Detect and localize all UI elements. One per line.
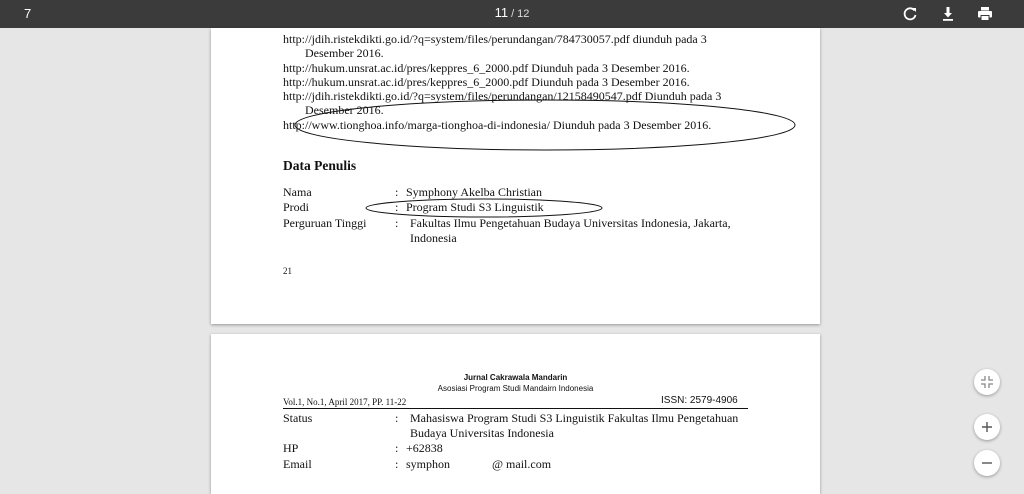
journal-issn: ISSN: 2579-4906 <box>661 395 738 406</box>
zoom-out-icon <box>980 456 994 470</box>
page-indicator <box>0 5 1024 20</box>
field-label: Perguruan Tinggi <box>283 216 367 230</box>
field-value-domain: @ mail.com <box>492 457 552 471</box>
field-value: Fakultas Ilmu Pengetahuan Budaya Universitas Indonesia, Jakarta, <box>410 216 731 230</box>
field-value: Symphony Akelba Christian <box>406 185 542 199</box>
hand-drawn-annotations <box>211 28 820 324</box>
download-icon <box>938 4 958 24</box>
fit-page-button[interactable] <box>974 369 1000 395</box>
field-colon: : <box>395 200 399 214</box>
field-value: symphon <box>406 457 451 471</box>
print-icon <box>975 4 995 24</box>
reference-line: http://hukum.unsrat.ac.id/pres/keppres_6_2000.pdf Diunduh pada 3 Desember 2016. <box>283 75 690 89</box>
pdf-page-12 <box>211 334 820 494</box>
reference-line: http://jdih.ristekdikti.go.id/?q=system/files/perundangan/784730057.pdf diunduh pada 3 <box>283 32 707 46</box>
journal-volume: Vol.1, No.1, April 2017, PP. 11-22 <box>283 397 407 407</box>
field-label: Email <box>283 457 312 471</box>
field-value-continued: Budaya Universitas Indonesia <box>410 426 554 440</box>
fit-page-icon <box>980 375 994 389</box>
page-number: 21 <box>283 266 292 276</box>
field-colon: : <box>395 411 399 425</box>
zoom-out-button[interactable] <box>974 450 1000 476</box>
field-colon: : <box>395 441 399 455</box>
field-colon: : <box>395 216 399 230</box>
print-button[interactable] <box>975 4 995 24</box>
reference-line: Desember 2016. <box>305 46 384 60</box>
field-label: Nama <box>283 185 312 199</box>
field-label: Status <box>283 411 313 425</box>
reference-line: Desember 2016. <box>305 103 384 117</box>
section-heading: Data Penulis <box>283 158 357 173</box>
header-rule <box>283 408 748 409</box>
field-colon: : <box>395 185 399 199</box>
toolbar-left-number: 7 <box>24 6 32 21</box>
page-separator: / <box>511 8 515 20</box>
current-page-number[interactable]: 11 <box>494 5 509 20</box>
journal-subtitle: Asosiasi Program Studi Mandairn Indonesia <box>437 384 594 393</box>
annotation-ellipse-url <box>295 100 795 150</box>
total-pages: 12 <box>517 8 530 20</box>
zoom-in-button[interactable] <box>974 414 1000 440</box>
rotate-button[interactable] <box>900 4 920 24</box>
field-colon: : <box>395 457 399 471</box>
field-value: +62838 <box>406 441 443 455</box>
field-label: HP <box>283 441 299 455</box>
zoom-in-icon <box>980 420 994 434</box>
rotate-icon <box>900 4 920 24</box>
pdf-page-11 <box>211 28 820 324</box>
field-value: Program Studi S3 Linguistik <box>406 200 544 214</box>
field-value-continued: Indonesia <box>410 231 457 245</box>
field-label: Prodi <box>283 200 310 214</box>
journal-title: Jurnal Cakrawala Mandarin <box>463 373 568 382</box>
reference-line: http://hukum.unsrat.ac.id/pres/keppres_6_2000.pdf Diunduh pada 3 Desember 2016. <box>283 61 690 75</box>
field-value: Mahasiswa Program Studi S3 Linguistik Fakultas Ilmu Pengetahuan <box>410 411 739 425</box>
reference-line: http://jdih.ristekdikti.go.id/?q=system/files/perundangan/12158490547.pdf Diunduh pada 3 <box>283 89 722 103</box>
reference-line: http://www.tionghoa.info/marga-tionghoa-di-indonesia/ Diunduh pada 3 Desember 2016. <box>283 118 712 132</box>
download-button[interactable] <box>938 4 958 24</box>
pdf-toolbar <box>0 0 1024 28</box>
